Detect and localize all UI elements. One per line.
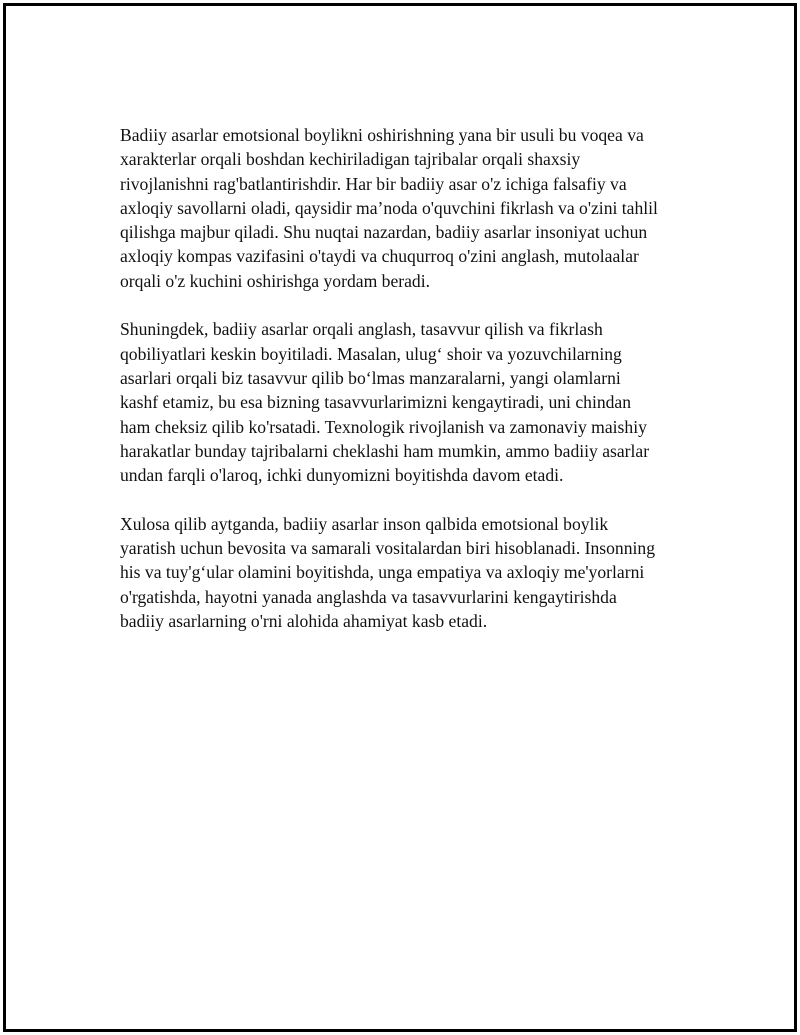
paragraph-2: Shuningdek, badiiy asarlar orqali anglash, tasavvur qilish va fikrlash qobiliyatlari keskin boyitiladi. Masalan, ulug‘ shoir va yozuvchilarning asarlari orqali biz tasavvur qilib bo‘lmas manzaralarni, yangi olamlarni kashf etamiz, bu esa bizning tasavvurlarimizni kengaytiradi, uni chindan ham cheksiz qilib ko'rsatadi. Texnologik rivojlanish va zamonaviy maishiy harakatlar bunday tajribalarni cheklashi ham mumkin, ammo badiiy asarlar undan farqli o'laroq, ichki dunyomizni boyitishda davom etadi.	[120, 319, 650, 486]
document-body	[120, 123, 688, 633]
document-page	[3, 3, 797, 1032]
paragraph-1: Badiiy asarlar emotsional boylikni oshirishning yana bir usuli bu voqea va xarakterlar orqali boshdan kechiriladigan tajribalar orqali shaxsiy rivojlanishni rag'batlantirishdir. Har bir badiiy asar o'z ichiga falsafiy va axloqiy savollarni oladi, qaysidir ma’noda o'quvchini fikrlash va o'zini tahlil qilishga majbur qiladi. Shu nuqtai nazardan, badiiy asarlar insoniyat uchun axloqiy kompas vazifasini o'taydi va chuqurroq o'zini anglash, mutolaalar orqali o'z kuchini oshirishga yordam beradi.	[120, 125, 658, 291]
paragraph-3: Xulosa qilib aytganda, badiiy asarlar inson qalbida emotsional boylik yaratish uchun bevosita va samarali vositalardan biri hisoblanadi. Insonning his va tuy'g‘ular olamini boyitishda, unga empatiya va axloqiy me'yorlarni o'rgatishda, hayotni yanada anglashda va tasavvurlarini kengaytirishda badiiy asarlarning o'rni alohida ahamiyat kasb etadi.	[120, 513, 656, 631]
